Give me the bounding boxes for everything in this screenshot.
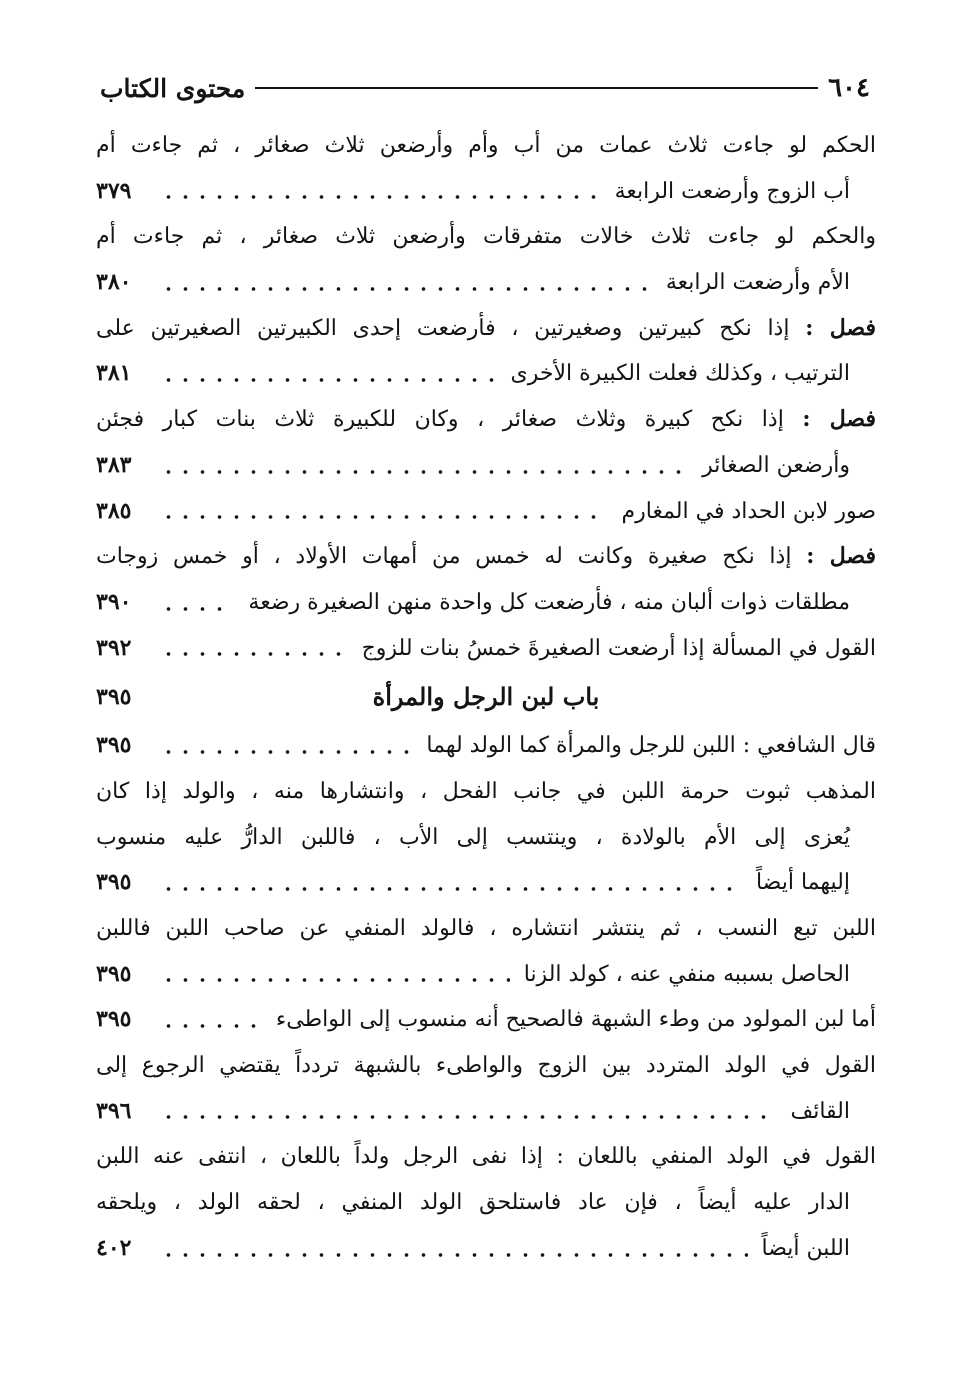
toc-entry [96,306,876,397]
entry-text [756,870,876,895]
entry-text [702,453,876,478]
entry-line-text: إذا نكح صغيرة وكانت له خمس من أمهات الأولاد ، أو خمس زوجات [96,544,792,570]
entry-line [96,1180,876,1226]
entry-page-number: ٤٠٢ [96,1234,132,1261]
entry-line [96,815,876,861]
entry-text [96,916,876,941]
toc-entry [96,534,876,625]
entry-line [96,1089,876,1135]
entry-page-number: ٣٩٠ [96,588,132,615]
dot-leader [160,977,510,983]
entry-line-text: والحكم لو جاءت ثلاث خالات متفرقات وأرضعن ثلاث صغائر ، ثم جاءت أم [96,224,876,250]
entry-line [96,306,876,352]
entry-page-number: ٣٨٥ [96,497,132,524]
entry-page-number: ٣٧٩ [96,177,132,204]
entry-line-text: إليهما أيضاً [755,870,850,896]
entry-line [96,534,876,580]
entry-line [96,997,876,1043]
dot-leader [160,1252,748,1258]
entry-text [96,224,876,249]
dot-leader [160,749,412,755]
dot-leader [160,469,688,475]
entry-line [96,952,876,998]
dot-leader [160,1023,262,1029]
toc-entry [96,123,876,214]
entry-text [96,316,876,341]
entry-text [96,1144,876,1169]
entry-line [96,1134,876,1180]
entry-text [96,1190,876,1215]
entry-line [96,1226,876,1272]
entry-text [622,499,876,524]
entry-line-text: قال الشافعي : اللبن للرجل والمرأة كما الولد لهما [426,733,876,759]
toc-entry [96,626,876,672]
entry-text [524,962,876,987]
toc-entry [96,723,876,769]
toc-entry [96,769,876,906]
entry-page-number: ٣٨٣ [96,451,132,478]
entry-line [96,123,876,169]
entry-text [615,179,876,204]
entry-line-text: القول في الولد المتردد بين الزوج والواطىء بالشبهة تردداً يقتضي الرجوع إلى [96,1053,876,1079]
entry-line-text: اللبن أيضاً [761,1235,850,1261]
entry-text [362,636,876,661]
entry-text [96,825,876,850]
entry-text [96,544,876,569]
entry-line-text: القول في الولد المنفي باللعان : إذا نفى الرجل ولداً باللعان ، انتفى عنه اللبن [96,1144,876,1170]
entry-line [96,169,876,215]
section-label: فصل : [806,543,876,570]
entry-line [96,860,876,906]
entry-line-text: إذا نكح كبيرتين وصغيرتين ، فأرضعت إحدى الكبيرتين الصغيرتين على [96,315,790,341]
entry-line-text: القول في المسألة إذا أرضعت الصغيرةَ خمسُ بنات للزوج [361,635,876,661]
toc-entry [96,397,876,488]
section-label: فصل : [805,314,876,341]
entry-line [96,351,876,397]
entry-line-text: صور لابن الحداد في المغارم [621,498,876,524]
entry-line-text: الترتيب ، وكذلك فعلت الكبيرة الأخرى [510,361,850,387]
header-rule [255,87,818,89]
entry-text [762,1236,877,1261]
dot-leader [160,1114,776,1120]
dot-leader [160,514,608,520]
dot-leader [160,886,742,892]
toc-entry [96,214,876,305]
entry-line [96,260,876,306]
entry-line [96,397,876,443]
entry-text [96,133,876,158]
header-title: محتوى الكتاب [100,73,246,103]
entry-line-text: وأرضعن الصغائر [702,452,850,478]
entry-text [96,779,876,804]
dot-leader [160,377,497,383]
entry-text [790,1099,876,1124]
dot-leader [160,651,348,657]
entry-line-text: الأم وأرضعت الرابعة [665,270,850,296]
entry-line [96,443,876,489]
toc-entry [96,997,876,1043]
entry-line-text: الحاصل بسببه منفي عنه ، كولد الزنا [523,961,850,987]
entry-page-number: ٣٨١ [96,360,132,387]
entry-line-text: يُعزى إلى الأم بالولادة ، وينتسب إلى الأب ، فاللبن الدارُّ عليه منسوب [96,824,850,850]
running-header [100,70,870,106]
entry-line [96,489,876,535]
chapter-title: باب لبن الرجل والمرأة [372,682,600,712]
entry-line-text: القائف [790,1098,850,1124]
entry-line [96,214,876,260]
entry-line-text: أما لبن المولود من وطء الشبهة فالصحيح أنه منسوب إلى الواطىء [275,1007,876,1033]
entry-line-text: أب الزوج وأرضعت الرابعة [614,178,850,204]
entry-line-text: الدار عليه أيضاً ، فإن عاد فاستلحق الولد المنفي ، لحقه الولد ، ويلحقه [96,1190,850,1216]
entry-line [96,626,876,672]
entry-text [276,1007,876,1032]
toc-entry [96,906,876,997]
entry-text [426,733,876,758]
entry-text [666,270,876,295]
toc-entry [96,489,876,535]
entry-line [96,906,876,952]
entry-text [248,590,876,615]
entry-page-number: ٣٩٥ [96,960,132,987]
entry-line-text: الحكم لو جاءت ثلاث عمات من أب وأم وأرضعن ثلاث صغائر ، ثم جاءت أم [96,133,876,158]
entry-text [96,407,876,432]
chapter-heading [96,671,876,723]
entry-line [96,580,876,626]
entry-page-number: ٣٩٢ [96,634,132,661]
entry-line-text: إذا نكح كبيرة وثلاث صغائر ، وكان للكبيرة ثلاث بنات كبار فجئن [96,407,784,433]
entry-text [511,361,876,386]
entry-page-number: ٣٩٥ [96,1006,132,1033]
dot-leader [160,194,601,200]
entry-page-number: ٣٨٠ [96,269,132,296]
entry-line-text: مطلقات ذوات ألبان منه ، فأرضعت كل واحدة منهن الصغيرة رضعة [248,589,850,615]
header-page-number: ٦٠٤ [828,73,870,103]
entry-line [96,769,876,815]
chapter-page-number: ٣٩٥ [96,684,132,711]
section-label: فصل : [802,406,877,433]
table-of-contents [96,123,876,1272]
entry-page-number: ٣٩٥ [96,869,132,896]
entry-line-text: المذهب ثبوت حرمة اللبن في جانب الفحل ، وانتشارها منه ، والولد إذا كان [96,778,876,804]
toc-entry [96,1043,876,1134]
entry-page-number: ٣٩٥ [96,732,132,759]
entry-page-number: ٣٩٦ [96,1097,132,1124]
dot-leader [160,286,652,292]
entry-line [96,723,876,769]
toc-entry [96,1134,876,1271]
dot-leader [160,606,234,612]
entry-line [96,1043,876,1089]
entry-line-text: اللبن تبع النسب ، ثم ينتشر انتشاره ، فالولد المنفي عن صاحب اللبن فاللبن [96,916,876,941]
entry-text [96,1053,876,1078]
